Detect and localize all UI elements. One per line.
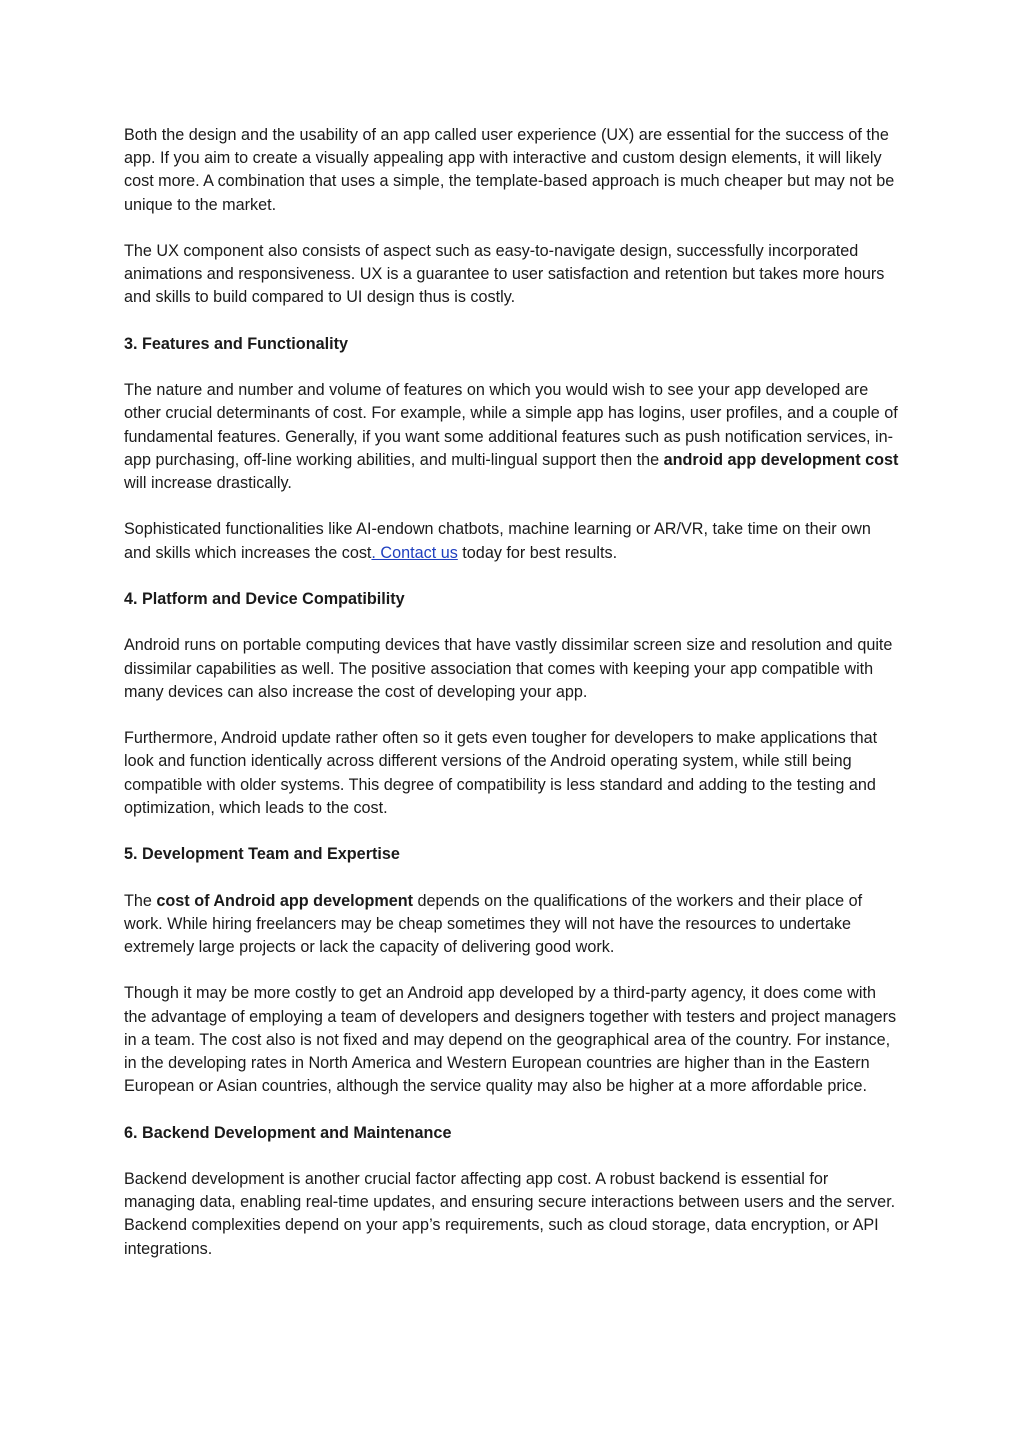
paragraph-android-devices: Android runs on portable computing devices that have vastly dissimilar screen size and resolution and quite dissimilar capabilities as well. The positive association that comes with keeping your app compatible with many devices can also increase the cost of developing your app. <box>124 636 893 701</box>
paragraph-third-party-agency: Though it may be more costly to get an Android app developed by a third-party agency, it does come with the advantage of employing a team of developers and designers together with testers and project managers in a team. The cost also is not fixed and may depend on the geographical area of the country. For instance, in the developing rates in North America and Western European countries are higher than in the Eastern European or Asian countries, although the service quality may also be higher at a more affordable price. <box>124 984 897 1096</box>
heading-backend-development: 6. Backend Development and Maintenance <box>124 1123 452 1142</box>
paragraph-android-updates: Furthermore, Android update rather often so it gets even tougher for developers to make applications that look and function identically across different versions of the Android operating system, while still being compatible with older systems. This degree of compatibility is less standard and adding to the testing and optimization, which leads to the cost. <box>124 729 878 817</box>
paragraph-ux-design: Both the design and the usability of an app called user experience (UX) are essential for the success of the app. If you aim to create a visually appealing app with interactive and custom design elements, it will likely cost more. A combination that uses a simple, the template-based approach is much cheaper but may not be unique to the market. <box>124 126 895 214</box>
document-page <box>124 124 902 1284</box>
paragraph-sophisticated-text-1: Sophisticated functionalities like AI-endown chatbots, machine learning or AR/VR, take time on their own and skills which increases the cost <box>124 520 871 562</box>
paragraph-backend: Backend development is another crucial factor affecting app cost. A robust backend is essential for managing data, enabling real-time updates, and ensuring secure interactions between users and the server. Backend complexities depend on your app’s requirements, such as cloud storage, data encryption, or API integrations. <box>124 1169 896 1258</box>
paragraph-sophisticated-functionalities <box>124 518 902 564</box>
contact-us-link[interactable]: . Contact us <box>371 543 458 562</box>
paragraph-ux-component: The UX component also consists of aspect such as easy-to-navigate design, successfully incorporated animations and responsiveness. UX is a guarantee to user satisfaction and retention but takes more hours and skills to build compared to UI design thus is costly. <box>124 242 885 307</box>
heading-platform-compatibility: 4. Platform and Device Compatibility <box>124 589 405 608</box>
paragraph-features-text-2: will increase drastically. <box>124 474 292 492</box>
bold-cost-of-android-app-development: cost of Android app development <box>156 891 414 910</box>
paragraph-cost-text-2: depends on the qualifications of the workers and their place of work. While hiring freelancers may be cheap sometimes they will not have the resources to undertake extremely large projects or lack the capacity of delivering good work. <box>124 891 863 956</box>
paragraph-features-text-1: The nature and number and volume of features on which you would wish to see your app developed are other crucial determinants of cost. For example, while a simple app has logins, user profiles, and a couple of fundamental features. Generally, if you want some additional features such as push notification services, in-app purchasing, off-line working abilities, and multi-lingual support then the <box>124 381 898 469</box>
paragraph-sophisticated-text-2: today for best results. <box>457 543 618 562</box>
heading-development-team: 5. Development Team and Expertise <box>124 845 400 864</box>
heading-features-functionality: 3. Features and Functionality <box>124 334 348 353</box>
paragraph-features <box>124 379 902 495</box>
paragraph-cost-qualifications <box>124 890 902 960</box>
bold-android-app-development-cost: android app development cost <box>663 450 899 469</box>
paragraph-cost-text-1: The <box>124 891 157 910</box>
